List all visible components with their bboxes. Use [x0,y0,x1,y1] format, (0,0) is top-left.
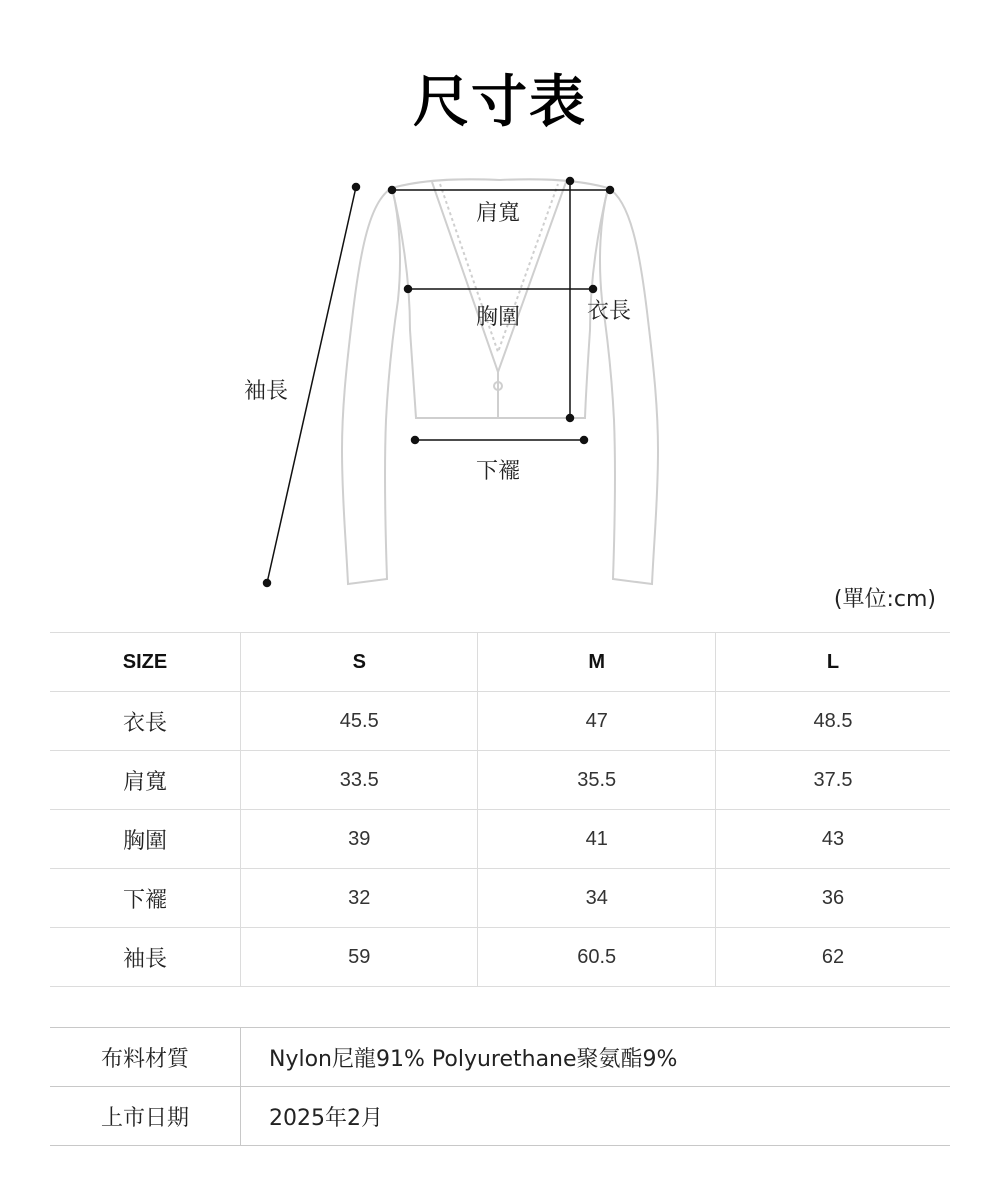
row-label: 下襬 [50,869,241,928]
table-cell: 59 [241,928,478,987]
info-row-release-date [50,1087,950,1146]
table-cell: 62 [715,928,950,987]
release-date-value: 2025年2月 [241,1087,951,1146]
table-cell: 60.5 [478,928,715,987]
material-label: 布料材質 [50,1028,241,1087]
table-row [50,751,950,810]
table-cell: 32 [241,869,478,928]
size-m-header: M [478,633,715,692]
right-sleeve-outline [600,188,658,584]
row-label: 胸圍 [50,810,241,869]
shoulder-label: 肩寬 [476,201,521,226]
chest-label: 胸圍 [476,305,521,330]
left-sleeve-outline [342,188,400,584]
table-row [50,928,950,987]
table-row [50,692,950,751]
table-cell: 48.5 [715,692,950,751]
size-table [50,632,950,987]
size-header: SIZE [50,633,241,692]
table-cell: 43 [715,810,950,869]
table-row [50,810,950,869]
unit-label: (單位:cm) [833,587,936,612]
length-label: 衣長 [587,299,632,324]
release-date-label: 上市日期 [50,1087,241,1146]
row-label: 衣長 [50,692,241,751]
material-value: Nylon尼龍91% Polyurethane聚氨酯9% [241,1028,951,1087]
table-cell: 36 [715,869,950,928]
table-cell: 41 [478,810,715,869]
table-cell: 33.5 [241,751,478,810]
table-cell: 45.5 [241,692,478,751]
size-table-header-row [50,633,950,692]
product-info-table [50,1027,950,1146]
table-cell: 37.5 [715,751,950,810]
row-label: 肩寬 [50,751,241,810]
info-row-material [50,1028,950,1087]
sleeve-label: 袖長 [244,379,289,404]
hem-label: 下襬 [476,459,521,484]
table-cell: 34 [478,869,715,928]
page-title: 尺寸表 [413,70,587,135]
size-l-header: L [715,633,950,692]
table-cell: 47 [478,692,715,751]
table-cell: 35.5 [478,751,715,810]
row-label: 袖長 [50,928,241,987]
table-row [50,869,950,928]
size-s-header: S [241,633,478,692]
table-cell: 39 [241,810,478,869]
